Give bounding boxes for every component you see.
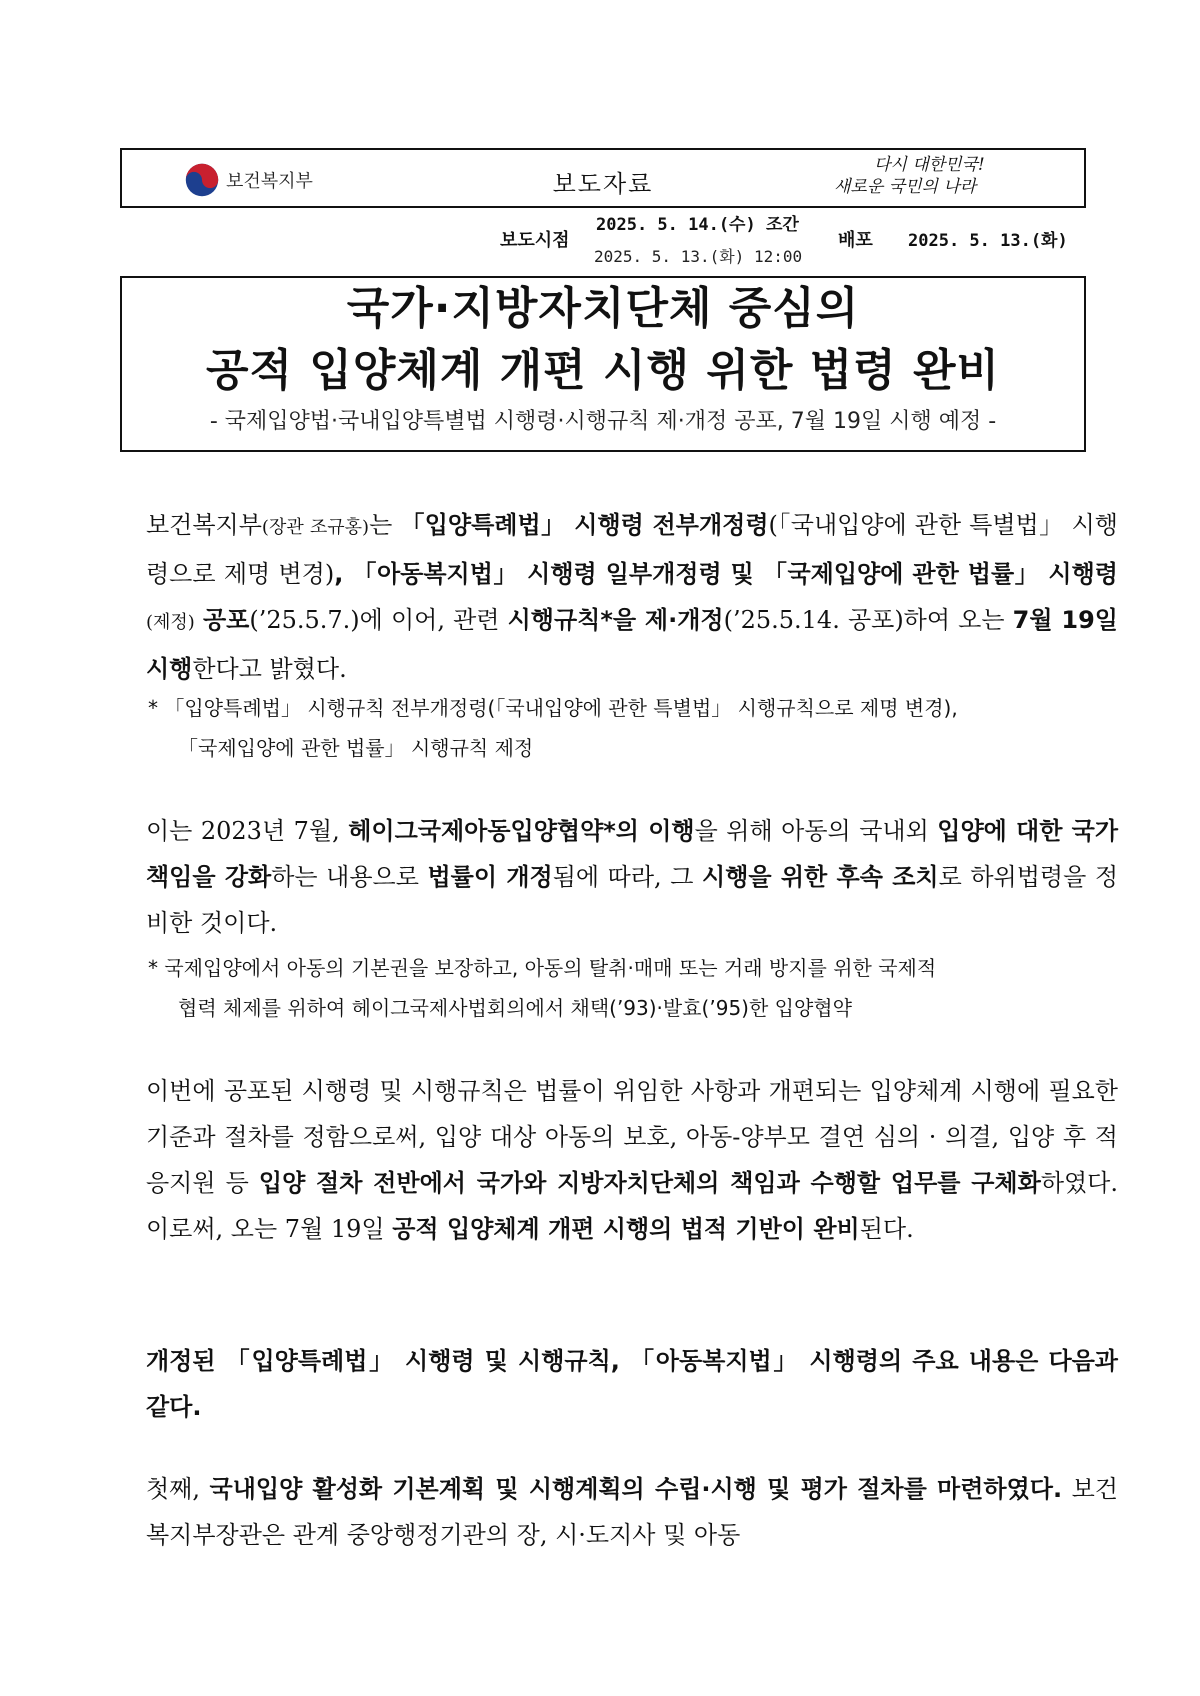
- paragraph-1: [116, 502, 1118, 692]
- p2-bold: 입양에 대한 국가책임을 강화: [146, 817, 1119, 891]
- p1-text: (「국내입양에 관한 특별법」 시행령으로 제명 변경): [146, 511, 1118, 588]
- p1-text: 보건복지부: [146, 511, 262, 539]
- footnote-1: [148, 688, 1088, 768]
- p2-text: 이는 2023년 7월,: [146, 817, 349, 845]
- p1-text: 한다고 밝혔다.: [192, 655, 347, 683]
- slogan-line-2: 새로운 국민의 나라: [834, 177, 977, 197]
- release-label: 보도시점: [500, 230, 570, 251]
- distribution-date: 2025. 5. 13.(화): [908, 231, 1068, 251]
- p4-bold: 개정된 「입양특례법」 시행령 및 시행규칙, 「아동복지법」 시행령의 주요 내용은 다음과 같다.: [146, 1347, 1118, 1421]
- p2-text: 을 위해 아동의 국내외: [694, 817, 938, 845]
- p1-minister: (장관 조규홍): [261, 517, 370, 538]
- p3-text: 된다.: [859, 1215, 914, 1243]
- slogan-line-1: 다시 대한민국!: [874, 155, 985, 175]
- release-date-sub: 2025. 5. 13.(화) 12:00: [594, 247, 803, 266]
- paragraph-5: [116, 1466, 1118, 1558]
- p3-text: 하였다. 이로써, 오는 7월 19일: [146, 1169, 1118, 1243]
- p1-bold: 7월 19일 시행: [146, 606, 1118, 683]
- paragraph-4: [116, 1338, 1118, 1430]
- p3-bold: 입양 절차 전반에서 국가와 지방자치단체의 책임과 수행할 업무를 구체화: [258, 1169, 1041, 1197]
- document-type: 보도자료: [552, 170, 654, 198]
- p2-text: 로 하위법령을 정비한 것이다.: [146, 863, 1119, 937]
- headline-subtitle: - 국제입양법·국내입양특별법 시행령·시행규칙 제·개정 공포, 7월 19일 시행 예정 -: [209, 409, 997, 434]
- footnote-1-line-2: 「국제입양에 관한 법률」 시행규칙 제정: [178, 736, 534, 760]
- footnote-1-line-1: * 「입양특례법」 시행규칙 전부개정령(「국내입양에 관한 특별법」 시행규칙으로 제명 변경),: [148, 696, 958, 720]
- footnote-2: [148, 948, 1088, 1028]
- p1-bold: 시행규칙*을 제·개정: [507, 606, 724, 634]
- p2-bold: 헤이그국제아동입양협약*의 이행: [348, 817, 695, 845]
- p3-text: 이번에 공포된 시행령 및 시행규칙은 법률이 위임한 사항과 개편되는 입양체계 시행에 필요한 기준과 절차를 정함으로써, 입양 대상 아동의 보호, 아동-양부모 결연 심의 · 의결, 입양 후 적응지원 등: [146, 1077, 1118, 1197]
- headline-box: [120, 276, 1086, 452]
- p2-text: 됨에 따라, 그: [552, 863, 703, 891]
- p1-text: (’25.5.7.)에 이어, 관련: [249, 606, 508, 634]
- footnote-2-line-2: 협력 체제를 위하여 헤이그국제사법회의에서 채택(’93)·발효(’95)한 입양협약: [178, 996, 852, 1020]
- paragraph-3: [116, 1068, 1118, 1252]
- p1-bold: , 「아동복지법」 시행령 일부개정령 및 「국제입양에 관한 법률」 시행령: [334, 560, 1118, 588]
- slogan: [834, 154, 1064, 206]
- p2-bold: 시행을 위한 후속 조치: [702, 863, 939, 891]
- p1-text: 는: [369, 511, 401, 539]
- p3-bold: 공적 입양체계 개편 시행의 법적 기반이 완비: [392, 1215, 860, 1243]
- p1-bold: 공포: [202, 606, 250, 634]
- distribution-label: 배포: [838, 230, 873, 251]
- p5-text: 보건복지부장관은 관계 중앙행정기관의 장, 시·도지사 및 아동: [146, 1475, 1118, 1549]
- p2-text: 하는 내용으로: [271, 863, 428, 891]
- p1-text: (’25.5.14. 공포)하여 오는: [723, 606, 1013, 634]
- p5-bold: 국내입양 활성화 기본계획 및 시행계획의 수립·시행 및 평가 절차를 마련하였다.: [209, 1475, 1063, 1503]
- p5-text: 첫째,: [146, 1475, 210, 1503]
- headline-line-2: 공적 입양체계 개편 시행 위한 법령 완비: [206, 345, 1000, 396]
- p2-bold: 법률이 개정: [427, 863, 553, 891]
- release-date-main: 2025. 5. 14.(수) 조간: [596, 215, 799, 235]
- ministry-name: 보건복지부: [226, 171, 313, 192]
- p1-small: (제정): [146, 612, 195, 633]
- p1-space: [195, 606, 203, 634]
- press-release-header: [120, 148, 1086, 208]
- headline-line-1: 국가·지방자치단체 중심의: [346, 283, 860, 334]
- paragraph-2: [116, 808, 1118, 946]
- footnote-2-line-1: * 국제입양에서 아동의 기본권을 보장하고, 아동의 탈취·매매 또는 거래 방지를 위한 국제적: [148, 956, 937, 980]
- p1-bold: 「입양특례법」 시행령 전부개정령: [400, 511, 769, 539]
